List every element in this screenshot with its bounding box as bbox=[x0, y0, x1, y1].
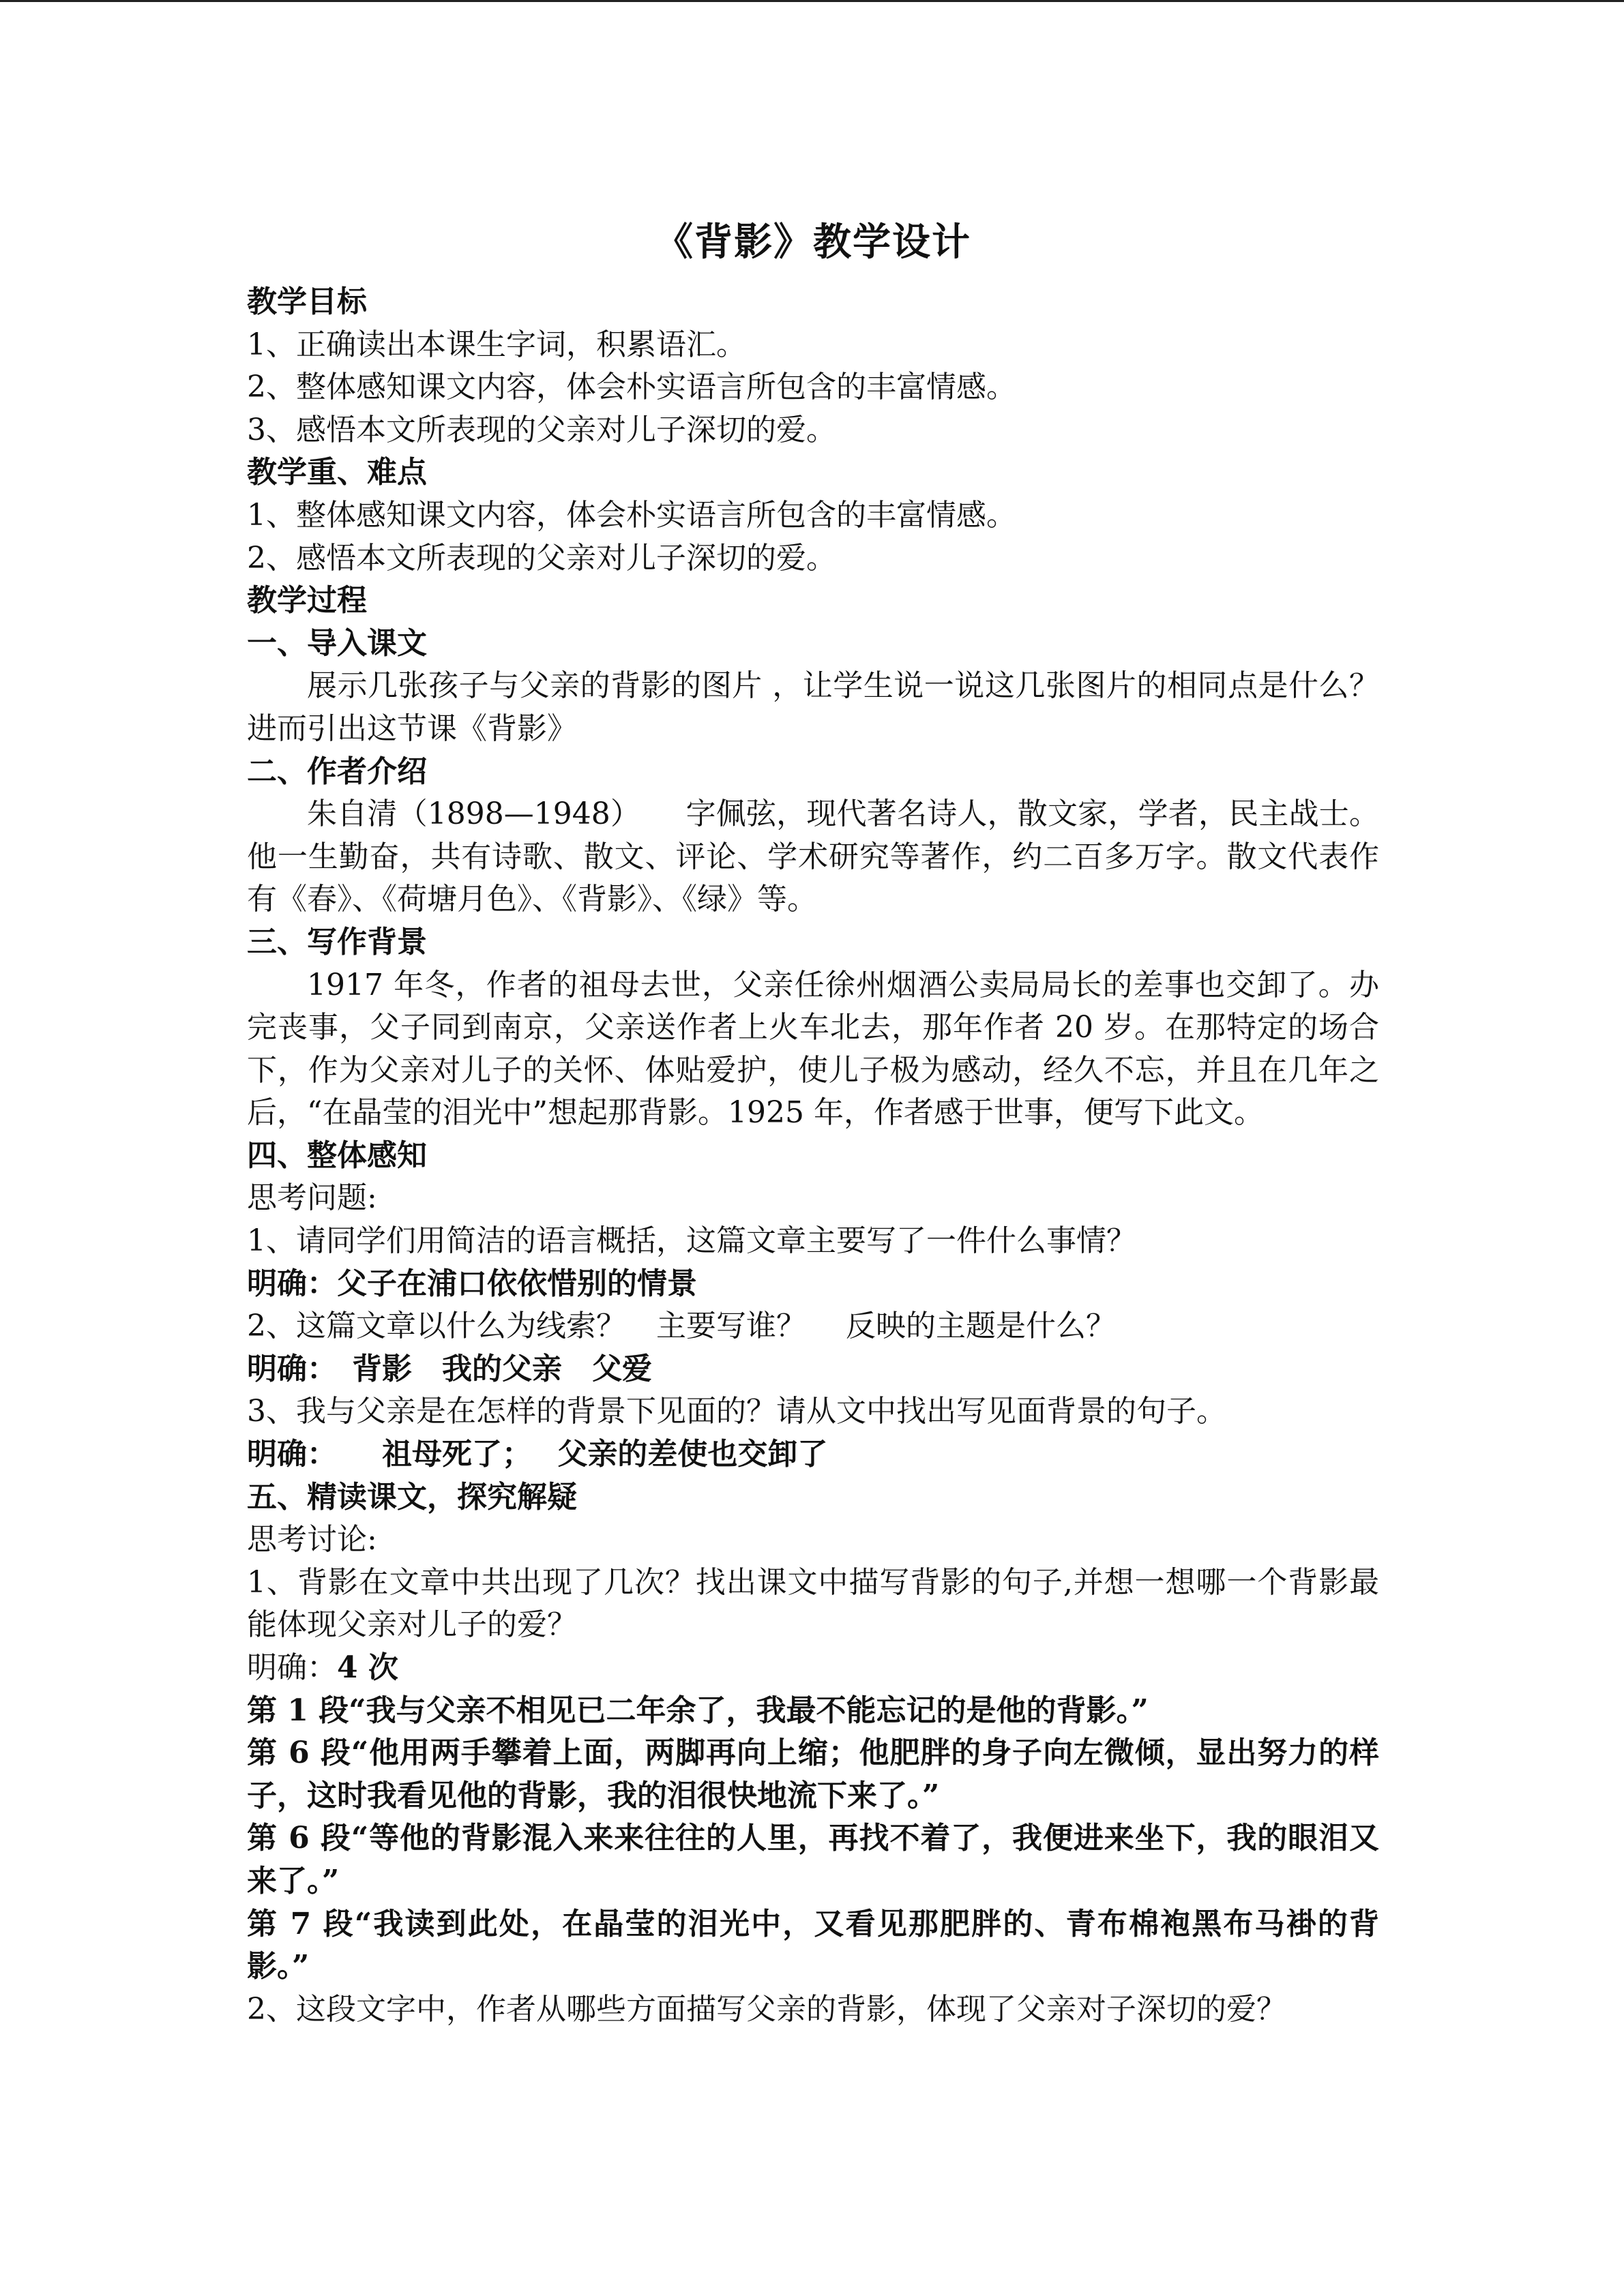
section-key-points bbox=[247, 451, 1379, 580]
background-text: 1917 年冬，作者的祖母去世，父亲任徐州烟酒公卖局局长的差事也交卸了。办完丧事，父子同到南京，父亲送作者上火车北去，那年作者 20 岁。在那特定的场合下，作为父亲对儿子的关怀、体贴爱护，使儿子极为感动，经久不忘，并且在几年之后，“在晶莹的泪光中”想起那背影。1925 年，作者感于世事，便写下此文。 bbox=[247, 967, 1379, 1131]
goal-item-2: 2、整体感知课文内容，体会朴实语言所包含的丰富情感。 bbox=[247, 370, 1016, 405]
close-reading-question-1: 1、背影在文章中共出现了几次？找出课文中描写背影的句子,并想一想哪一个背影最能体现父亲对儿子的爱？ bbox=[247, 1564, 1379, 1643]
author-heading: 二、作者介绍 bbox=[247, 754, 427, 789]
overview-answer-3: 明确： 祖母死了； 父亲的差使也交卸了 bbox=[247, 1437, 828, 1472]
background-heading: 三、写作背景 bbox=[247, 924, 427, 959]
introduction-text: 展示几张孩子与父亲的背影的图片 ，让学生说一说这几张图片的相同点是什么？进而引出这节课《背影》 bbox=[247, 668, 1379, 746]
document-title: 《背影》教学设计 bbox=[655, 220, 971, 265]
overview-prompt: 思考问题: bbox=[247, 1180, 377, 1216]
document-page bbox=[247, 205, 1379, 2031]
section-teaching-goals bbox=[247, 281, 1379, 451]
key-point-item-2: 2、感悟本文所表现的父亲对儿子深切的爱。 bbox=[247, 540, 836, 576]
overview-heading: 四、整体感知 bbox=[247, 1137, 427, 1173]
goal-item-1: 1、正确读出本课生字词，积累语汇。 bbox=[247, 327, 746, 362]
section-teaching-process bbox=[247, 580, 1379, 2031]
top-border-rule bbox=[0, 0, 1624, 2]
introduction-heading: 一、导入课文 bbox=[247, 625, 427, 661]
overview-answer-2: 明确： 背影 我的父亲 父爱 bbox=[247, 1351, 652, 1386]
key-points-heading: 教学重、难点 bbox=[247, 455, 427, 490]
key-point-item-1: 1、整体感知课文内容，体会朴实语言所包含的丰富情感。 bbox=[247, 497, 1016, 533]
author-text: 朱自清（1898—1948） 字佩弦，现代著名诗人，散文家，学者，民主战士。他一生勤奋，共有诗歌、散文、评论、学术研究等著作，约二百多万字。散文代表作有《春》、《荷塘月色》、《背影》、《绿》等。 bbox=[247, 796, 1379, 917]
close-reading-answer-1 bbox=[247, 1647, 1379, 1690]
answer-value: 4 次 bbox=[337, 1650, 398, 1685]
process-heading: 教学过程 bbox=[247, 583, 367, 618]
close-reading-heading: 五、精读课文，探究解疑 bbox=[247, 1479, 577, 1515]
overview-question-1: 1、请同学们用简洁的语言概括，这篇文章主要写了一件什么事情？ bbox=[247, 1223, 1136, 1259]
quote-paragraph-6a: 第 6 段“他用两手攀着上面，两脚再向上缩；他肥胖的身子向左微倾，显出努力的样子，这时我看见他的背影，我的泪很快地流下来了。” bbox=[247, 1735, 1379, 1813]
overview-question-3: 3、我与父亲是在怎样的背景下见面的？请从文中找出写见面背景的句子。 bbox=[247, 1394, 1226, 1429]
quote-paragraph-1: 第 1 段“我与父亲不相见已二年余了，我最不能忘记的是他的背影。” bbox=[247, 1693, 1149, 1728]
goal-item-3: 3、感悟本文所表现的父亲对儿子深切的爱。 bbox=[247, 412, 836, 447]
close-reading-prompt: 思考讨论: bbox=[247, 1522, 377, 1557]
close-reading-question-2: 2、这段文字中，作者从哪些方面描写父亲的背影，体现了父亲对子深切的爱？ bbox=[247, 1991, 1286, 2027]
answer-label: 明确： bbox=[247, 1650, 337, 1685]
overview-answer-1: 明确：父子在浦口依依惜别的情景 bbox=[247, 1266, 697, 1301]
goals-heading: 教学目标 bbox=[247, 284, 367, 319]
quote-paragraph-7: 第 7 段“我读到此处，在晶莹的泪光中，又看见那肥胖的、青布棉袍黑布马褂的背影。” bbox=[247, 1906, 1379, 1984]
overview-question-2: 2、这篇文章以什么为线索？ 主要写谁？ 反映的主题是什么？ bbox=[247, 1309, 1116, 1344]
quote-paragraph-6b: 第 6 段“等他的背影混入来来往往的人里，再找不着了，我便进来坐下，我的眼泪又来了。” bbox=[247, 1821, 1379, 1898]
